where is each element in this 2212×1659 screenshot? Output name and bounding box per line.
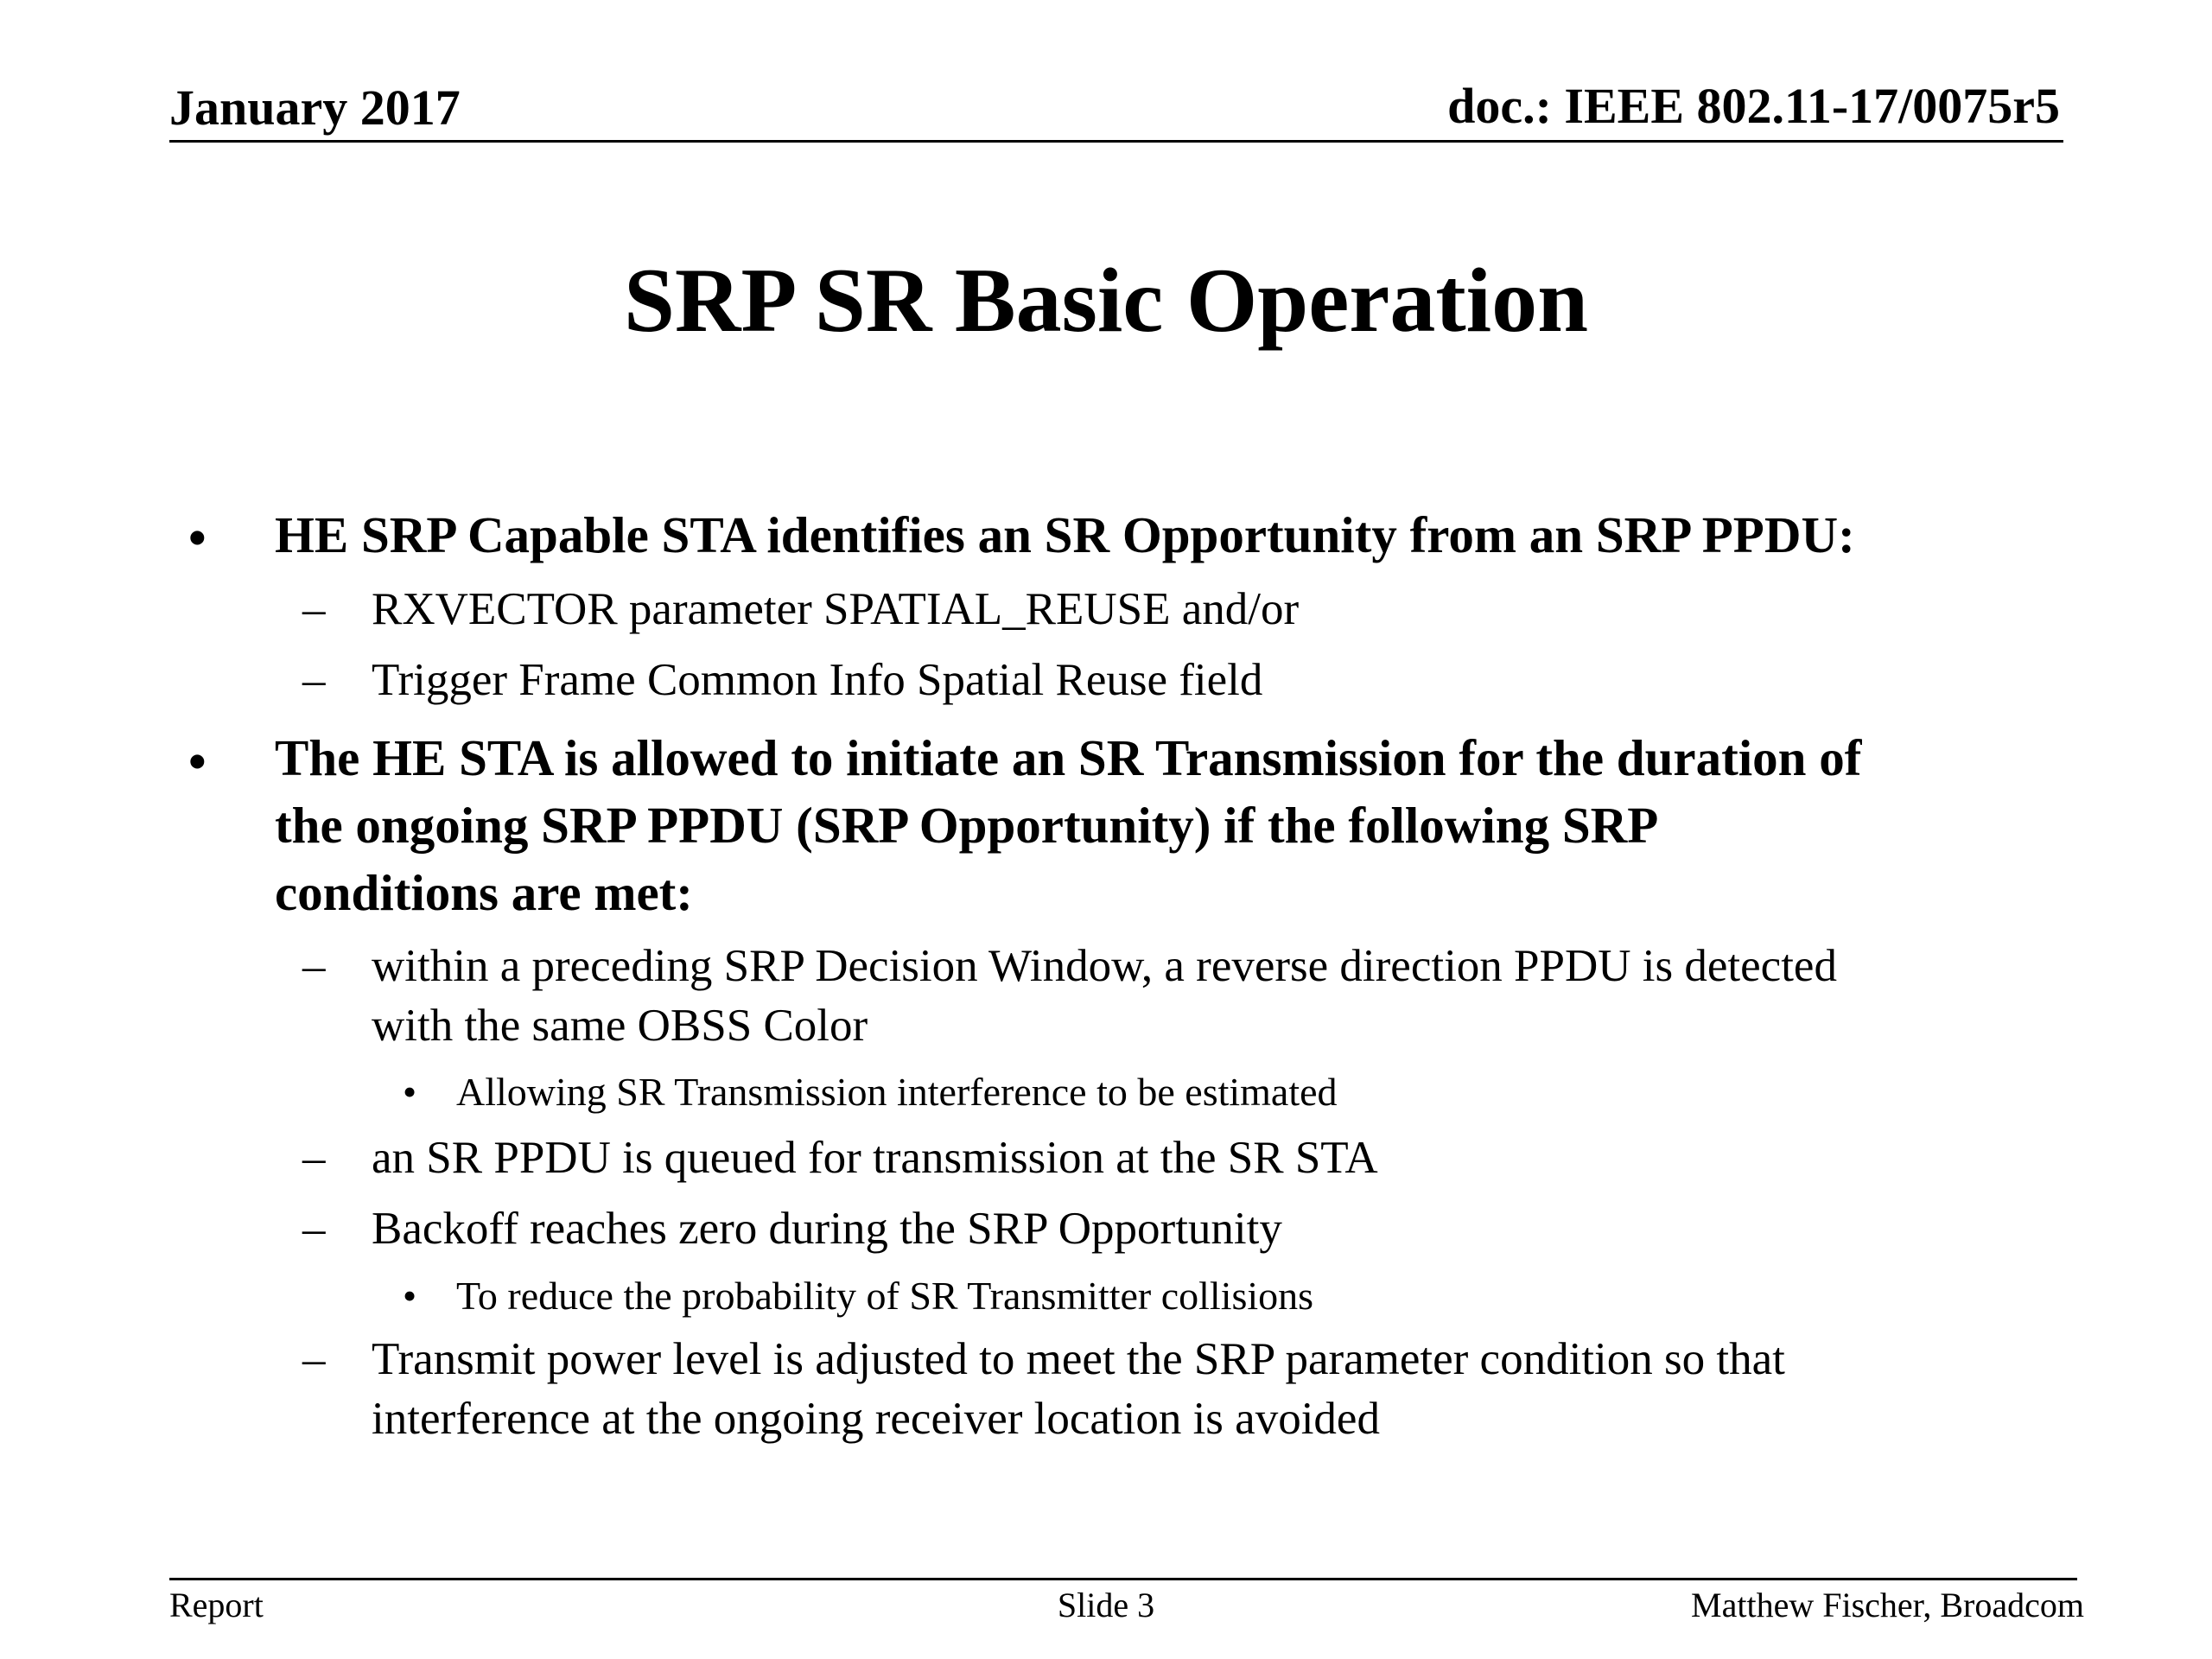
dash-marker: – bbox=[302, 1133, 326, 1183]
header-doc-id: doc.: IEEE 802.11-17/0075r5 bbox=[1447, 78, 2060, 134]
sub-item-decision-window-line-2: with the same OBSS Color bbox=[372, 1001, 868, 1051]
footer-author: Matthew Fischer, Broadcom bbox=[1691, 1586, 2084, 1624]
footer-divider bbox=[169, 1578, 2077, 1580]
bullet-2-line-1: The HE STA is allowed to initiate an SR Transmission for the duration of bbox=[275, 729, 1862, 786]
header-date: January 2017 bbox=[169, 79, 461, 136]
footer-report: Report bbox=[169, 1586, 264, 1624]
dash-marker: – bbox=[302, 941, 326, 991]
sub-item-backoff: Backoff reaches zero during the SRP Opportunity bbox=[372, 1204, 1282, 1254]
sub-item-ppdu-queued: an SR PPDU is queued for transmission at the SR STA bbox=[372, 1133, 1378, 1183]
sub-sub-item-collisions: To reduce the probability of SR Transmitter collisions bbox=[456, 1274, 1314, 1318]
sub-item-rxvector: RXVECTOR parameter SPATIAL_REUSE and/or bbox=[372, 584, 1300, 634]
slide-body: • HE SRP Capable STA identifies an SR Opportunity from an SRP PPDU: – RXVECTOR parameter SPATIAL_REUSE and/or – Trigger Frame Common Info Spatial Reuse field • The HE STA is allowed to initiate an SR Transmission for the duration of the ongoing SRP PPDU (SRP Opportunity) if the following SRP conditions are met: – within a preceding SRP Decision Window, a reverse direction PPDU is detected with the same OBSS Color • Allowing SR Transmission interference to be estimated – an SR PPDU is queued for transmission at the SR STA – Backoff reaches zero during the SRP Opportunity • To reduce the probability of SR Transmitter collisions – Transmit power level is adjusted to meet the SRP parameter condition so that interference at the ongoing receiver location is avoided bbox=[0, 0, 2212, 1555]
dash-marker: – bbox=[302, 1334, 326, 1384]
bullet-1-text: HE SRP Capable STA identifies an SR Opportunity from an SRP PPDU: bbox=[275, 506, 1855, 563]
sub-item-transmit-power-line-1: Transmit power level is adjusted to meet the SRP parameter condition so that bbox=[372, 1334, 1785, 1384]
dash-marker: – bbox=[302, 655, 326, 705]
sub-item-decision-window-line-1: within a preceding SRP Decision Window, a reverse direction PPDU is detected bbox=[372, 941, 1837, 991]
slide-title: SRP SR Basic Operation bbox=[623, 250, 1589, 351]
bullet-2-line-2: the ongoing SRP PPDU (SRP Opportunity) if the following SRP bbox=[275, 797, 1659, 854]
sub-item-transmit-power-line-2: interference at the ongoing receiver location is avoided bbox=[372, 1394, 1380, 1444]
bullet-marker: • bbox=[403, 1070, 417, 1114]
footer-slide-number: Slide 3 bbox=[1057, 1586, 1155, 1624]
sub-sub-item-interference: Allowing SR Transmission interference to be estimated bbox=[456, 1070, 1338, 1114]
dash-marker: – bbox=[302, 1204, 326, 1254]
sub-item-trigger-frame: Trigger Frame Common Info Spatial Reuse field bbox=[372, 655, 1263, 705]
dash-marker: – bbox=[302, 584, 326, 634]
bullet-2-line-3: conditions are met: bbox=[275, 864, 693, 921]
bullet-marker: • bbox=[403, 1274, 417, 1318]
